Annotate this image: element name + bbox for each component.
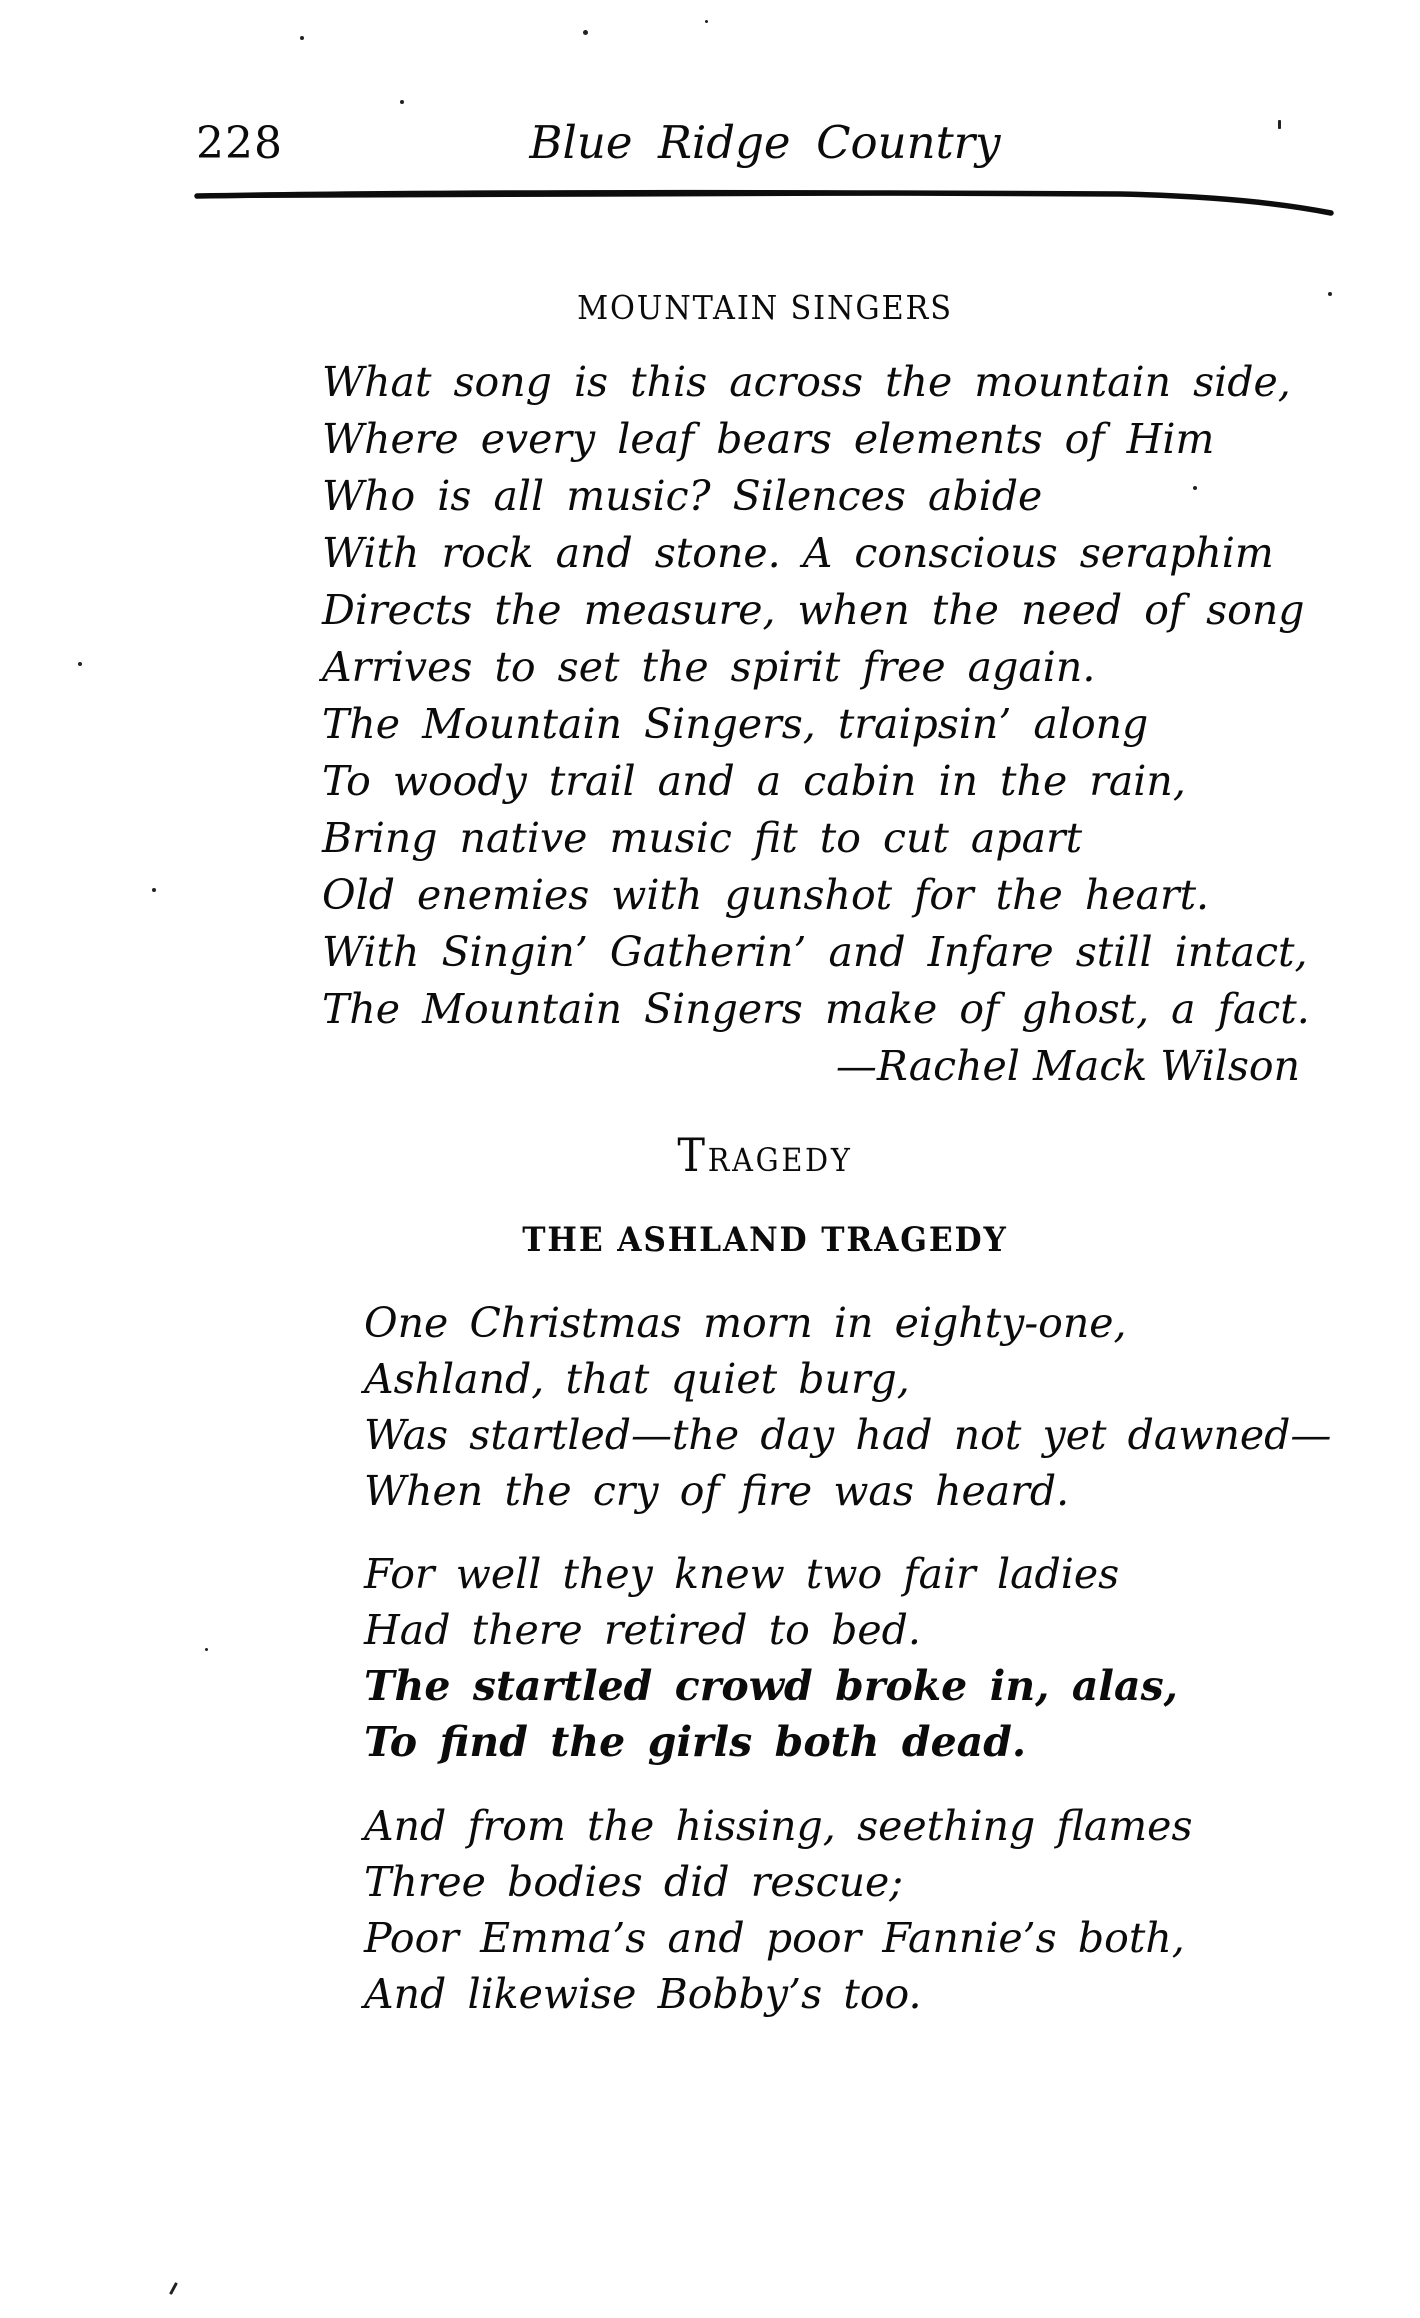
page-number: 228: [196, 118, 283, 169]
poem-line: Who is all music? Silences abide: [322, 472, 1043, 520]
scan-speck: [1328, 292, 1332, 296]
poem-attribution: —Rachel Mack Wilson: [835, 1042, 1300, 1090]
poem-line: With Singin’ Gatherin’ and Infare still intact,: [322, 928, 1308, 976]
poem-line: The Mountain Singers make of ghost, a fact.: [322, 985, 1310, 1033]
poem-line: Bring native music fit to cut apart: [322, 814, 1083, 862]
poem-line: To woody trail and a cabin in the rain,: [322, 757, 1186, 805]
poem-title-mountain-singers: MOUNTAIN SINGERS: [577, 288, 953, 327]
poem-line: Arrives to set the spirit free again.: [322, 643, 1096, 691]
poem-title-ashland-tragedy: THE ASHLAND TRAGEDY: [522, 1220, 1008, 1260]
poem-line: One Christmas morn in eighty-one,: [364, 1299, 1127, 1347]
poem-line: Where every leaf bears elements of Him: [322, 415, 1215, 463]
stanza-2: [364, 1546, 1364, 1770]
poem-line: And from the hissing, seething flames: [364, 1802, 1193, 1850]
poem-line: For well they knew two fair ladies: [364, 1550, 1120, 1598]
poem-line: The Mountain Singers, traipsin’ along: [322, 700, 1149, 748]
header-rule: [0, 0, 1420, 230]
poem-line: The startled crowd broke in, alas,: [364, 1662, 1178, 1710]
section-title-tragedy: Tragedy: [677, 1128, 853, 1182]
poem-line: Three bodies did rescue;: [364, 1858, 904, 1906]
poem-line: When the cry of fire was heard.: [364, 1467, 1070, 1515]
poem-mountain-singers: [322, 354, 1322, 1038]
poem-line: With rock and stone. A conscious seraphim: [322, 529, 1274, 577]
scan-speck: [1193, 486, 1197, 490]
poem-line: What song is this across the mountain side,: [322, 358, 1291, 406]
poem-line: Directs the measure, when the need of song: [322, 586, 1305, 634]
poem-line: Was startled—the day had not yet dawned—: [364, 1411, 1332, 1459]
poem-line: To find the girls both dead.: [364, 1718, 1027, 1766]
scan-speck: [583, 30, 588, 35]
stanza-1: [364, 1295, 1364, 1519]
scan-speck: [152, 888, 156, 892]
scan-speck: [205, 1648, 208, 1651]
scan-speck: [300, 36, 304, 40]
poem-line: Ashland, that quiet burg,: [364, 1355, 910, 1403]
stanza-3: [364, 1798, 1364, 2022]
scan-speck: [169, 2282, 178, 2295]
poem-line: Had there retired to bed.: [364, 1606, 921, 1654]
poem-line: Poor Emma’s and poor Fannie’s both,: [364, 1914, 1185, 1962]
scan-speck: [400, 100, 404, 104]
scan-speck: [78, 662, 82, 666]
running-head-book-title: Blue Ridge Country: [529, 116, 1001, 169]
scan-speck: [1278, 120, 1281, 129]
poem-line: Old enemies with gunshot for the heart.: [322, 871, 1210, 919]
poem-line: And likewise Bobby’s too.: [364, 1970, 922, 2018]
scan-speck: [705, 20, 708, 23]
